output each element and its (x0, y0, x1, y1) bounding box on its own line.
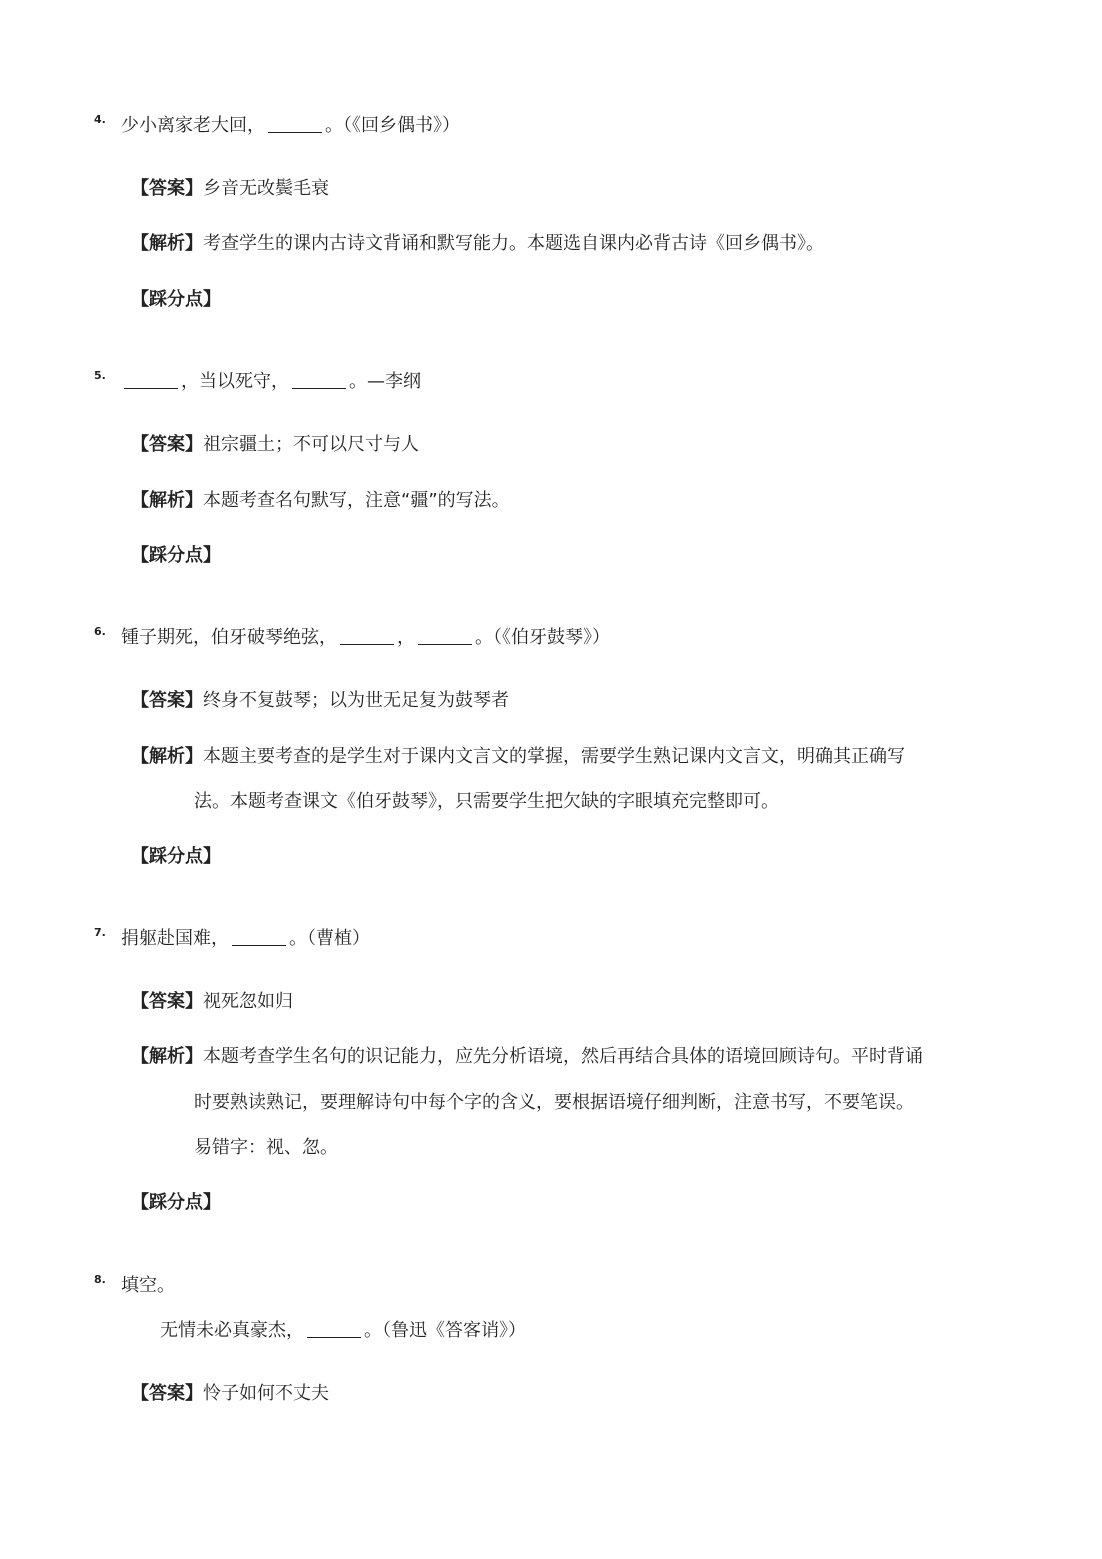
fill-blank (307, 1319, 361, 1338)
analysis-label: 【解析】 (131, 233, 203, 254)
answer-row (131, 175, 329, 203)
points-row (131, 286, 221, 314)
answer-label: 【答案】 (131, 178, 203, 199)
answer-label: 【答案】 (131, 434, 203, 455)
answer-row (131, 988, 293, 1016)
analysis-row (131, 1043, 923, 1071)
answer-text: 视死忽如归 (203, 991, 293, 1012)
analysis-text: 本题考查学生名句的识记能力，应先分析语境，然后再结合具体的语境回顾诗句。平时背诵 (203, 1046, 923, 1067)
analysis-label: 【解析】 (131, 746, 203, 767)
fill-blank (124, 370, 178, 389)
question-stem: ，当以死守， 。—李纲 (121, 368, 421, 396)
analysis-continuation: 易错字：视、忽。 (194, 1137, 338, 1158)
analysis-row (131, 487, 510, 515)
question-number: 8. (94, 1273, 106, 1286)
answer-row (131, 431, 419, 459)
analysis-label: 【解析】 (131, 1046, 203, 1067)
points-row (131, 1189, 221, 1217)
analysis-continuation: 时要熟读熟记，要理解诗句中每个字的含义，要根据语境仔细判断，注意书写，不要笔误。 (194, 1092, 914, 1113)
question-stem: 少小离家老大回， 。（《回乡偶书》） (121, 115, 460, 136)
fill-blank (340, 626, 394, 645)
analysis-continuation: 法。本题考查课文《伯牙鼓琴》，只需要学生把欠缺的字眼填充完整即可。 (194, 791, 779, 812)
answer-label: 【答案】 (131, 1383, 203, 1404)
answer-row (131, 1380, 329, 1408)
question-number: 6. (94, 625, 106, 638)
question-stem: 捐躯赴国难， 。（曹植） (121, 928, 370, 949)
analysis-row (131, 743, 905, 771)
question-stem: 锺子期死，伯牙破琴绝弦， ， 。（《伯牙鼓琴》） (121, 627, 610, 648)
analysis-text: 考查学生的课内古诗文背诵和默写能力。本题选自课内必背古诗《回乡偶书》。 (203, 233, 824, 254)
answer-text: 终身不复鼓琴；以为世无足复为鼓琴者 (203, 690, 509, 711)
points-label: 【踩分点】 (131, 289, 221, 310)
question-stem: 填空。 (121, 1275, 175, 1296)
analysis-label: 【解析】 (131, 490, 203, 511)
points-row (131, 843, 221, 871)
analysis-text: 本题主要考查的是学生对于课内文言文的掌握，需要学生熟记课内文言文，明确其正确写 (203, 746, 905, 767)
fill-blank (232, 927, 286, 946)
answer-text: 祖宗疆土；不可以尺寸与人 (203, 434, 419, 455)
question-number: 7. (94, 926, 106, 939)
question-number: 5. (94, 369, 106, 382)
answer-text: 乡音无改鬓毛衰 (203, 178, 329, 199)
points-row (131, 542, 221, 570)
question-number: 4. (94, 113, 106, 126)
question-fill-line: 无情未必真豪杰， 。（鲁迅《答客诮》） (160, 1320, 526, 1341)
analysis-text: 本题考查名句默写，注意“疆”的写法。 (203, 490, 510, 511)
points-label: 【踩分点】 (131, 846, 221, 867)
fill-blank (292, 370, 346, 389)
analysis-row (131, 230, 824, 258)
answer-row (131, 687, 509, 715)
answer-text: 怜子如何不丈夫 (203, 1383, 329, 1404)
answer-label: 【答案】 (131, 690, 203, 711)
points-label: 【踩分点】 (131, 1192, 221, 1213)
fill-blank (418, 626, 472, 645)
fill-blank (268, 114, 322, 133)
points-label: 【踩分点】 (131, 545, 221, 566)
answer-label: 【答案】 (131, 991, 203, 1012)
